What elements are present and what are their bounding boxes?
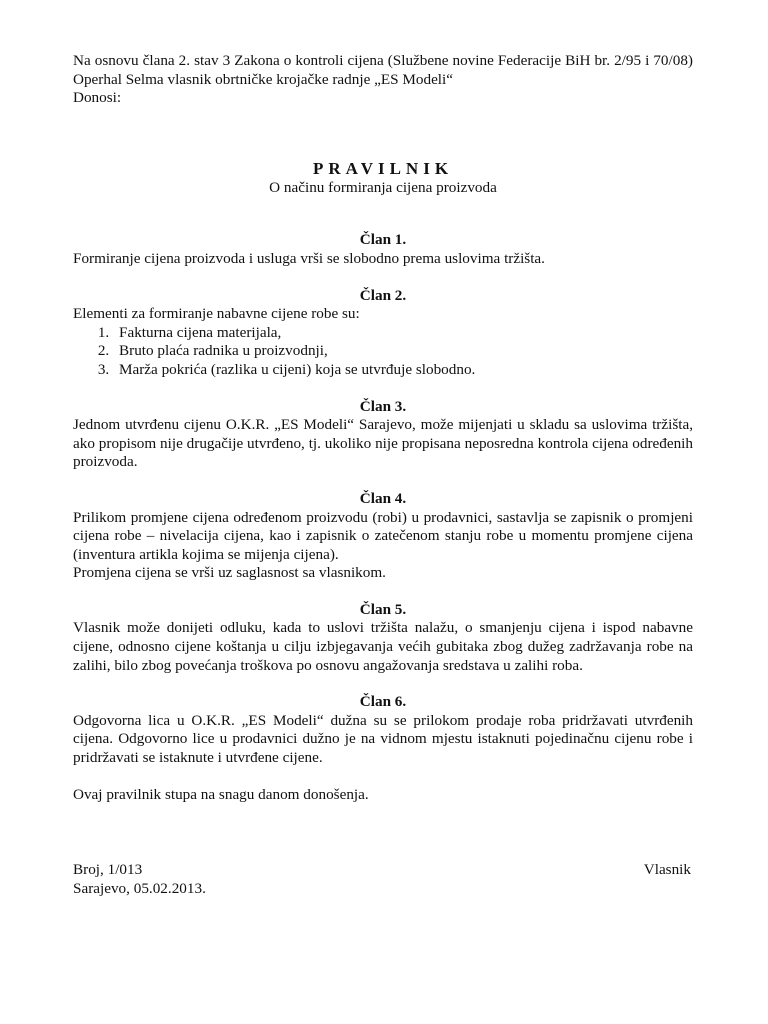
article-5-text: Vlasnik može donijeti odluku, kada to uslovi tržišta nalažu, o smanjenju cijena i ispod nabavne cijene, odnosno cijene koštanja u cilju izbjegavanja većih gubitaka zbog dužeg zadržavanja robe na zalihi, bilo zbog povećanja troškova po osnovu angažovanja sredstava u zalihi roba. — [73, 619, 693, 674]
article-2 — [73, 287, 693, 380]
list-item: 1. Fakturna cijena materijala, — [113, 324, 693, 343]
article-2-list — [73, 324, 693, 380]
article-6-text: Odgovorna lica u O.K.R. „ES Modeli“ dužna su se prilokom prodaje roba pridržavati utvrđenih cijena. Odgovorno lice u prodavnici dužno je na vidnom mjestu istaknuti pojedinačnu cijenu robe i pridržavati se istaknute i utvrđene cijene. — [73, 711, 693, 767]
article-1-heading: Član 1. — [359, 231, 407, 249]
article-6 — [73, 693, 693, 767]
article-4-text-2: Promjena cijena se vrši uz saglasnost sa vlasnikom. — [73, 564, 386, 582]
article-4 — [73, 490, 693, 583]
article-5-heading: Član 5. — [359, 600, 407, 618]
article-3-text: Jednom utvrđenu cijenu O.K.R. „ES Modeli“ Sarajevo, može mijenjati u skladu sa uslovima tržišta, ako propisom nije drugačije utvrđeno, tj. ukoliko nije propisana neposredna kontrola cijena određenih proizvoda. — [73, 416, 693, 471]
article-1-text: Formiranje cijena proizvoda i usluga vrši se slobodno prema uslovima tržišta. — [73, 249, 545, 267]
document-number: Broj, 1/013 — [73, 861, 143, 879]
article-6-heading: Član 6. — [359, 693, 407, 711]
article-4-heading: Član 4. — [359, 489, 407, 507]
article-3-heading: Član 3. — [359, 397, 407, 415]
article-3 — [73, 398, 693, 472]
article-5 — [73, 601, 693, 675]
article-2-intro: Elementi za formiranje nabavne cijene robe su: — [73, 305, 360, 323]
document-subtitle: O načinu formiranja cijena proizvoda — [269, 178, 497, 196]
list-item: 2. Bruto plaća radnika u proizvodnji, — [113, 342, 693, 361]
document-page — [73, 52, 693, 901]
list-item: 3. Marža pokrića (razlika u cijeni) koja se utvrđuje slobodno. — [113, 361, 693, 380]
document-footer — [73, 861, 693, 901]
signatory-label: Vlasnik — [643, 861, 691, 879]
document-title: PRAVILNIK — [312, 158, 454, 178]
article-1 — [73, 231, 693, 268]
footer-right — [644, 861, 691, 880]
article-4-text: Prilikom promjene cijena određenom proizvodu (robi) u prodavnici, sastavlja se zapisnik o promjeni cijena robe – nivelacija cijena, kao i zapisnik o zatečenom stanju robe u momentu promjene cijena (inventura artikla kojima se mijenja cijena). — [73, 508, 693, 563]
place-and-date: Sarajevo, 05.02.2013. — [73, 879, 206, 897]
preamble-text: Na osnovu člana 2. stav 3 Zakona o kontroli cijena (Službene novine Federacije BiH br. 2/95 i 70/08) Operhal Selma vlasnik obrtničke krojačke radnje „ES Modeli“ — [73, 52, 693, 88]
closing-statement: Ovaj pravilnik stupa na snagu danom donošenja. — [73, 785, 369, 803]
footer-left — [73, 861, 206, 898]
article-2-heading: Član 2. — [359, 286, 407, 304]
preamble-donosi: Donosi: — [73, 89, 122, 107]
